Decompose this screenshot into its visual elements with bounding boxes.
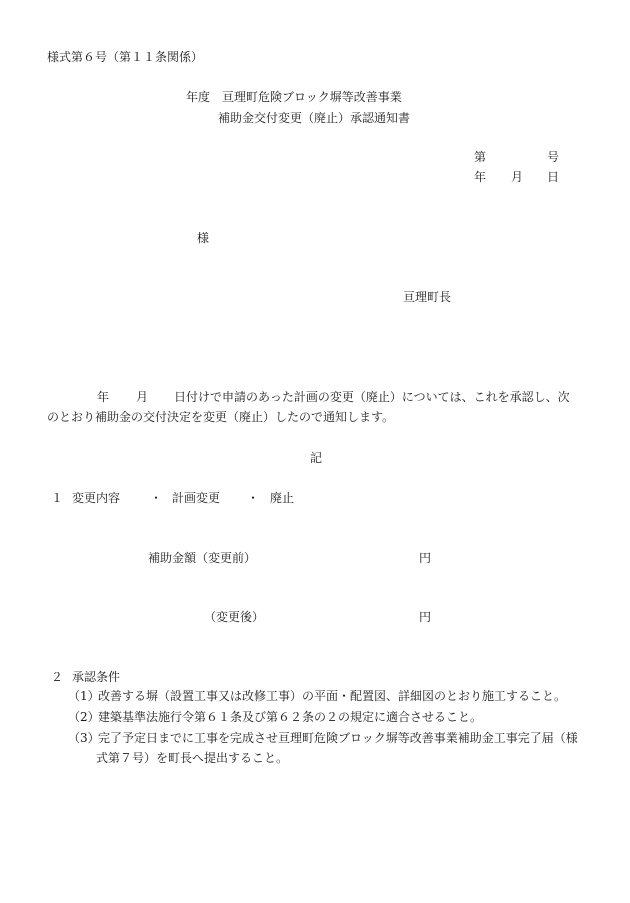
condition-item	[68, 707, 590, 727]
doc-date-year: 年	[474, 170, 487, 184]
condition-text: 完了予定日までに工事を完成させ亘理町危険ブロック塀等改善事業補助金工事完了届（様	[98, 731, 578, 745]
amount-before-label: 補助金額（変更前）	[148, 551, 257, 565]
body-year: 年	[97, 390, 110, 404]
ki-heading: 記	[310, 451, 323, 465]
option-abolish: 廃止	[270, 491, 295, 505]
condition-number: （2）	[68, 710, 100, 724]
body-line-1: 日付けで申請のあった計画の変更（廃止）については、これを承認し、次	[174, 390, 570, 404]
doc-date-month: 月	[511, 170, 524, 184]
form-label: 様式第６号（第１１条関係）	[47, 50, 204, 64]
doc-number-dai: 第	[474, 150, 487, 164]
condition-item	[68, 686, 590, 706]
option-plan-change: 計画変更	[172, 491, 221, 505]
section2-number: ２	[51, 670, 64, 684]
section1-number: １	[51, 491, 64, 505]
doc-number-go: 号	[547, 150, 560, 164]
doc-date-day: 日	[547, 170, 560, 184]
amount-after-label: （変更後）	[204, 610, 265, 624]
sender: 亘理町長	[403, 290, 452, 304]
section1-label: 変更内容	[72, 491, 121, 505]
condition-number: （1）	[68, 689, 100, 703]
option2-bullet: ・	[247, 491, 260, 505]
condition-item	[68, 728, 590, 748]
condition-continuation: 式第７号）を町長へ提出すること。	[96, 751, 289, 765]
recipient-suffix: 様	[197, 231, 210, 245]
body-month: 月	[136, 390, 149, 404]
option1-bullet: ・	[150, 491, 163, 505]
title-line-2: 補助金交付変更（廃止）承認通知書	[218, 111, 411, 125]
body-line-2: のとおり補助金の交付決定を変更（廃止）したので通知します。	[47, 410, 395, 424]
amount-after-unit: 円	[419, 610, 432, 624]
condition-text: 改善する塀（設置工事又は改修工事）の平面・配置図、詳細図のとおり施工すること。	[98, 689, 567, 703]
condition-text: 建築基準法施行令第６１条及び第６２条の２の規定に適合させること。	[98, 710, 483, 724]
title-line-1: 年度 亘理町危険ブロック塀等改善事業	[186, 90, 402, 104]
section2-label: 承認条件	[72, 670, 121, 684]
amount-before-unit: 円	[419, 551, 432, 565]
condition-number: （3）	[68, 731, 100, 745]
